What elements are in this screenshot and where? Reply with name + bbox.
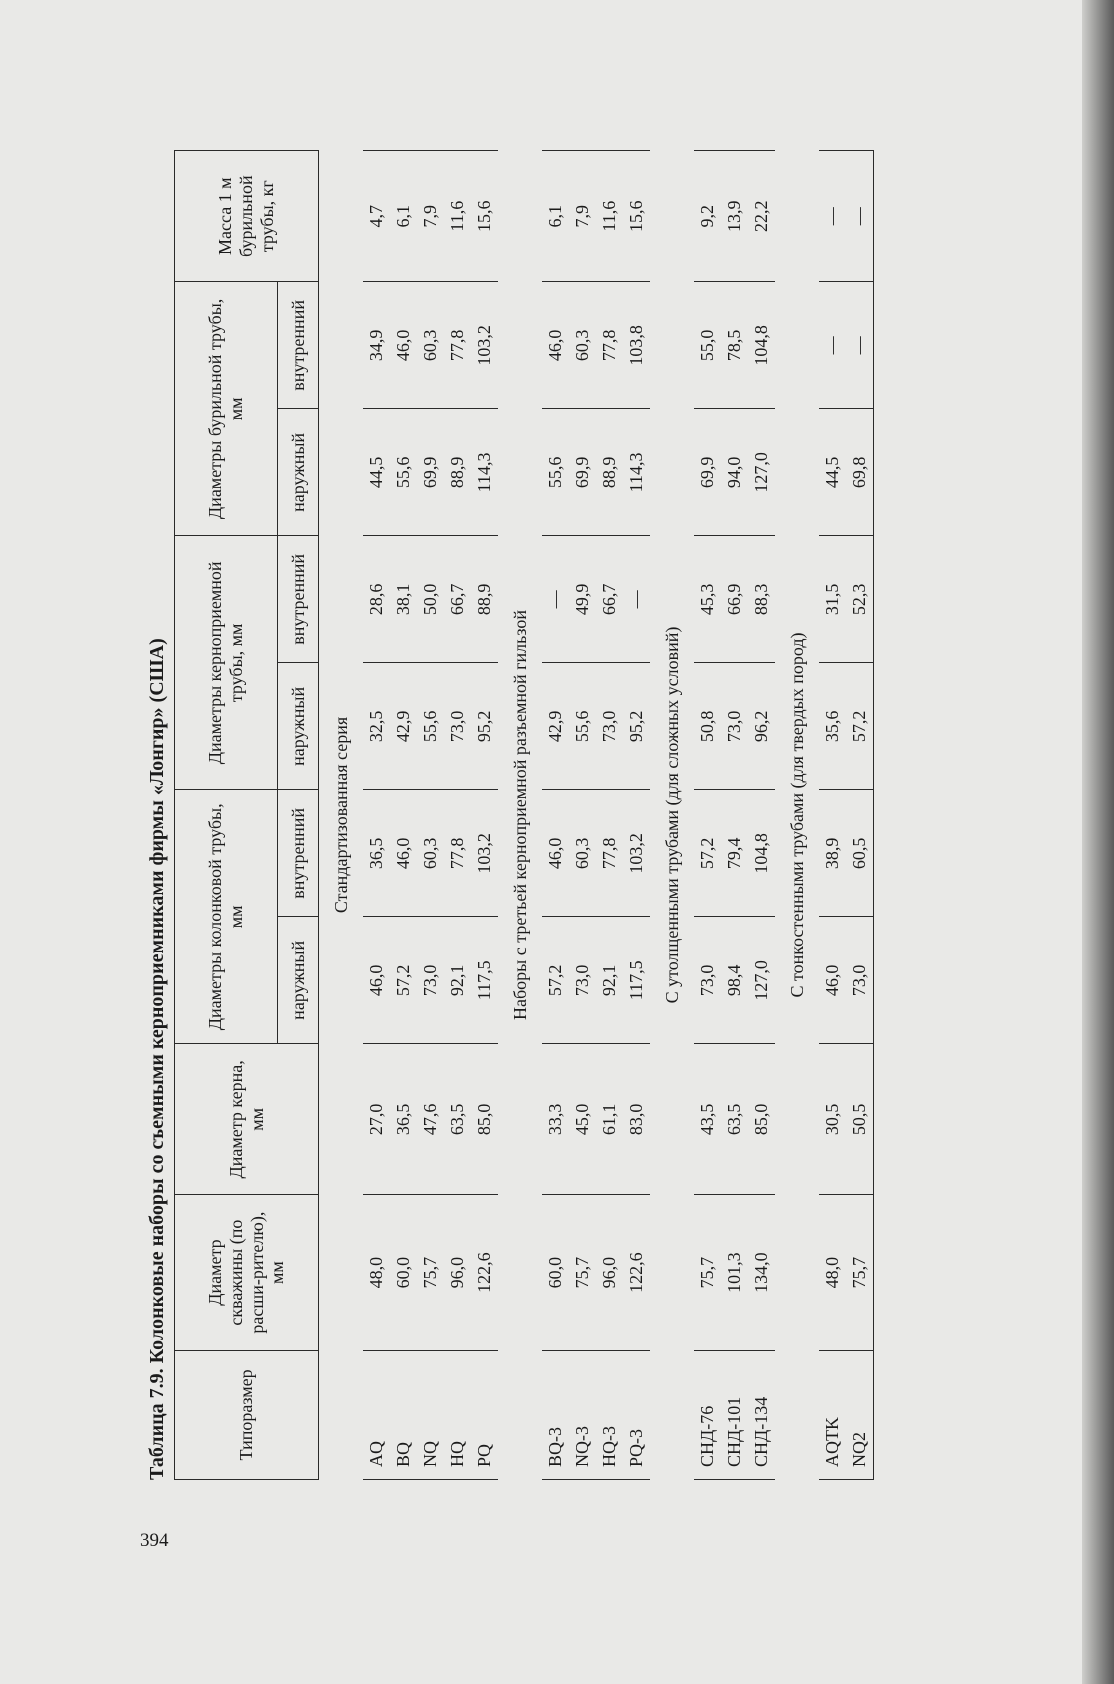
value-cell: 6,1 [390, 151, 417, 282]
value-cell: 88,9 [444, 409, 471, 536]
table-row [748, 151, 775, 1480]
table-title: Таблица 7.9. Колонковые наборы со съемными керноприемниками фирмы «Лонгир» (США) [146, 638, 168, 1480]
value-cell: — [542, 536, 569, 663]
value-cell: — [819, 282, 846, 409]
value-cell: 32,5 [363, 663, 390, 790]
table-row [819, 151, 846, 1480]
value-cell: 55,0 [694, 282, 721, 409]
value-cell: 47,6 [417, 1044, 444, 1195]
value-cell: 48,0 [363, 1195, 390, 1350]
header-type: Типоразмер [175, 1350, 319, 1479]
type-cell: NQ-3 [569, 1350, 596, 1479]
subheader-outer: наружный [278, 409, 319, 536]
value-cell: 88,9 [596, 409, 623, 536]
value-cell: 61,1 [596, 1044, 623, 1195]
subheader-inner: внутренний [278, 282, 319, 409]
value-cell: 13,9 [721, 151, 748, 282]
value-cell: 103,8 [623, 282, 650, 409]
value-cell: 11,6 [444, 151, 471, 282]
value-cell: 66,7 [596, 536, 623, 663]
value-cell: 44,5 [819, 409, 846, 536]
value-cell: 55,6 [569, 663, 596, 790]
value-cell: 60,3 [417, 282, 444, 409]
table-row [846, 151, 874, 1480]
value-cell: 85,0 [471, 1044, 498, 1195]
value-cell: 35,6 [819, 663, 846, 790]
value-cell: 55,6 [390, 409, 417, 536]
value-cell: 49,9 [569, 536, 596, 663]
table-row [390, 151, 417, 1480]
type-cell: СНД-134 [748, 1350, 775, 1479]
value-cell: 88,3 [748, 536, 775, 663]
value-cell: 66,7 [444, 536, 471, 663]
value-cell: 7,9 [417, 151, 444, 282]
value-cell: 114,3 [471, 409, 498, 536]
value-cell: 98,4 [721, 917, 748, 1044]
table-row [721, 151, 748, 1480]
value-cell: 78,5 [721, 282, 748, 409]
section-header-row [650, 151, 694, 1480]
value-cell: 60,3 [569, 790, 596, 917]
value-cell: 36,5 [390, 1044, 417, 1195]
value-cell: 85,0 [748, 1044, 775, 1195]
value-cell: 52,3 [846, 536, 874, 663]
type-cell: HQ [444, 1350, 471, 1479]
value-cell: 69,9 [694, 409, 721, 536]
value-cell: 42,9 [542, 663, 569, 790]
header-core-tube: Диаметры керноприемной трубы, мм [175, 536, 278, 790]
value-cell: 50,8 [694, 663, 721, 790]
value-cell: 57,2 [542, 917, 569, 1044]
subheader-inner: внутренний [278, 790, 319, 917]
type-cell: СНД-76 [694, 1350, 721, 1479]
table-row [471, 151, 498, 1480]
value-cell: 77,8 [444, 282, 471, 409]
value-cell: 77,8 [596, 790, 623, 917]
value-cell: 103,2 [623, 790, 650, 917]
table-row [542, 151, 569, 1480]
type-cell: BQ-3 [542, 1350, 569, 1479]
value-cell: 103,2 [471, 282, 498, 409]
value-cell: 46,0 [390, 790, 417, 917]
value-cell: 73,0 [417, 917, 444, 1044]
header-drill-pipe: Диаметры бурильной трубы, мм [175, 282, 278, 536]
header-mass: Масса 1 м бурильной трубы, кг [175, 151, 319, 282]
value-cell: 104,8 [748, 790, 775, 917]
type-cell: PQ-3 [623, 1350, 650, 1479]
table-row [444, 151, 471, 1480]
value-cell: 134,0 [748, 1195, 775, 1350]
value-cell: 92,1 [596, 917, 623, 1044]
subheader-outer: наружный [278, 663, 319, 790]
header-core-barrel: Диаметры колонковой трубы, мм [175, 790, 278, 1044]
value-cell: 73,0 [596, 663, 623, 790]
value-cell: 73,0 [444, 663, 471, 790]
value-cell: 48,0 [819, 1195, 846, 1350]
value-cell: 122,6 [471, 1195, 498, 1350]
value-cell: 75,7 [694, 1195, 721, 1350]
value-cell: 50,5 [846, 1044, 874, 1195]
type-cell: СНД-101 [721, 1350, 748, 1479]
value-cell: 28,6 [363, 536, 390, 663]
type-cell: NQ2 [846, 1350, 874, 1479]
table-row [417, 151, 444, 1480]
value-cell: 127,0 [748, 917, 775, 1044]
value-cell: 66,9 [721, 536, 748, 663]
value-cell: 73,0 [846, 917, 874, 1044]
value-cell: 57,2 [390, 917, 417, 1044]
rotated-table-block [140, 150, 1040, 1480]
value-cell: — [819, 151, 846, 282]
value-cell: 46,0 [542, 282, 569, 409]
page-number: 394 [140, 1530, 169, 1551]
value-cell: 75,7 [569, 1195, 596, 1350]
value-cell: 77,8 [596, 282, 623, 409]
header-borehole-diameter: Диаметр скважины (по расши-рителю), мм [175, 1195, 319, 1350]
section-header-row [319, 151, 364, 1480]
value-cell: 38,1 [390, 536, 417, 663]
value-cell: 38,9 [819, 790, 846, 917]
table-row [623, 151, 650, 1480]
value-cell: 73,0 [721, 663, 748, 790]
value-cell: 69,8 [846, 409, 874, 536]
value-cell: 104,8 [748, 282, 775, 409]
value-cell: 46,0 [363, 917, 390, 1044]
value-cell: 101,3 [721, 1195, 748, 1350]
value-cell: 95,2 [471, 663, 498, 790]
value-cell: 69,9 [569, 409, 596, 536]
value-cell: 4,7 [363, 151, 390, 282]
value-cell: 94,0 [721, 409, 748, 536]
value-cell: 75,7 [417, 1195, 444, 1350]
value-cell: — [846, 282, 874, 409]
value-cell: 36,5 [363, 790, 390, 917]
value-cell: 45,3 [694, 536, 721, 663]
section-header-row [498, 151, 542, 1480]
value-cell: 77,8 [444, 790, 471, 917]
section-header-row [775, 151, 819, 1480]
value-cell: 127,0 [748, 409, 775, 536]
section-title: С утолщенными трубами (для сложных условий) [661, 626, 682, 1004]
value-cell: 22,2 [748, 151, 775, 282]
value-cell: 92,1 [444, 917, 471, 1044]
value-cell: 63,5 [444, 1044, 471, 1195]
table-row [694, 151, 721, 1480]
value-cell: 60,3 [417, 790, 444, 917]
section-title: Стандартизованная серия [330, 716, 351, 914]
type-cell: BQ [390, 1350, 417, 1479]
value-cell: 96,0 [444, 1195, 471, 1350]
value-cell: 60,5 [846, 790, 874, 917]
value-cell: 60,3 [569, 282, 596, 409]
value-cell: 117,5 [623, 917, 650, 1044]
value-cell: 33,3 [542, 1044, 569, 1195]
value-cell: 6,1 [542, 151, 569, 282]
value-cell: — [623, 536, 650, 663]
value-cell: 60,0 [390, 1195, 417, 1350]
value-cell: 79,4 [721, 790, 748, 917]
value-cell: — [846, 151, 874, 282]
value-cell: 30,5 [819, 1044, 846, 1195]
value-cell: 57,2 [846, 663, 874, 790]
value-cell: 88,9 [471, 536, 498, 663]
value-cell: 57,2 [694, 790, 721, 917]
section-title: С тонкостенными трубами (для твердых пород) [786, 632, 807, 998]
value-cell: 15,6 [471, 151, 498, 282]
value-cell: 46,0 [819, 917, 846, 1044]
subheader-outer: наружный [278, 917, 319, 1044]
value-cell: 96,2 [748, 663, 775, 790]
value-cell: 83,0 [623, 1044, 650, 1195]
header-core-diameter: Диаметр керна, мм [175, 1044, 319, 1195]
value-cell: 46,0 [390, 282, 417, 409]
value-cell: 96,0 [596, 1195, 623, 1350]
value-cell: 45,0 [569, 1044, 596, 1195]
type-cell: PQ [471, 1350, 498, 1479]
table-row [596, 151, 623, 1480]
value-cell: 63,5 [721, 1044, 748, 1195]
type-cell: HQ-3 [596, 1350, 623, 1479]
value-cell: 55,6 [417, 663, 444, 790]
value-cell: 50,0 [417, 536, 444, 663]
value-cell: 73,0 [569, 917, 596, 1044]
value-cell: 95,2 [623, 663, 650, 790]
type-cell: AQ [363, 1350, 390, 1479]
value-cell: 117,5 [471, 917, 498, 1044]
value-cell: 9,2 [694, 151, 721, 282]
value-cell: 34,9 [363, 282, 390, 409]
table-body [319, 151, 874, 1480]
value-cell: 55,6 [542, 409, 569, 536]
type-cell: NQ [417, 1350, 444, 1479]
value-cell: 11,6 [596, 151, 623, 282]
value-cell: 75,7 [846, 1195, 874, 1350]
table-row [363, 151, 390, 1480]
value-cell: 42,9 [390, 663, 417, 790]
value-cell: 15,6 [623, 151, 650, 282]
core-barrel-table [174, 150, 874, 1480]
value-cell: 60,0 [542, 1195, 569, 1350]
value-cell: 7,9 [569, 151, 596, 282]
value-cell: 122,6 [623, 1195, 650, 1350]
value-cell: 69,9 [417, 409, 444, 536]
value-cell: 114,3 [623, 409, 650, 536]
value-cell: 103,2 [471, 790, 498, 917]
table-row [569, 151, 596, 1480]
subheader-inner: внутренний [278, 536, 319, 663]
value-cell: 43,5 [694, 1044, 721, 1195]
page-edge-shadow [1082, 0, 1114, 1684]
value-cell: 44,5 [363, 409, 390, 536]
value-cell: 46,0 [542, 790, 569, 917]
value-cell: 31,5 [819, 536, 846, 663]
value-cell: 73,0 [694, 917, 721, 1044]
value-cell: 27,0 [363, 1044, 390, 1195]
type-cell: AQTK [819, 1350, 846, 1479]
section-title: Наборы с третьей керноприемной разъемной гильзой [509, 610, 530, 1020]
